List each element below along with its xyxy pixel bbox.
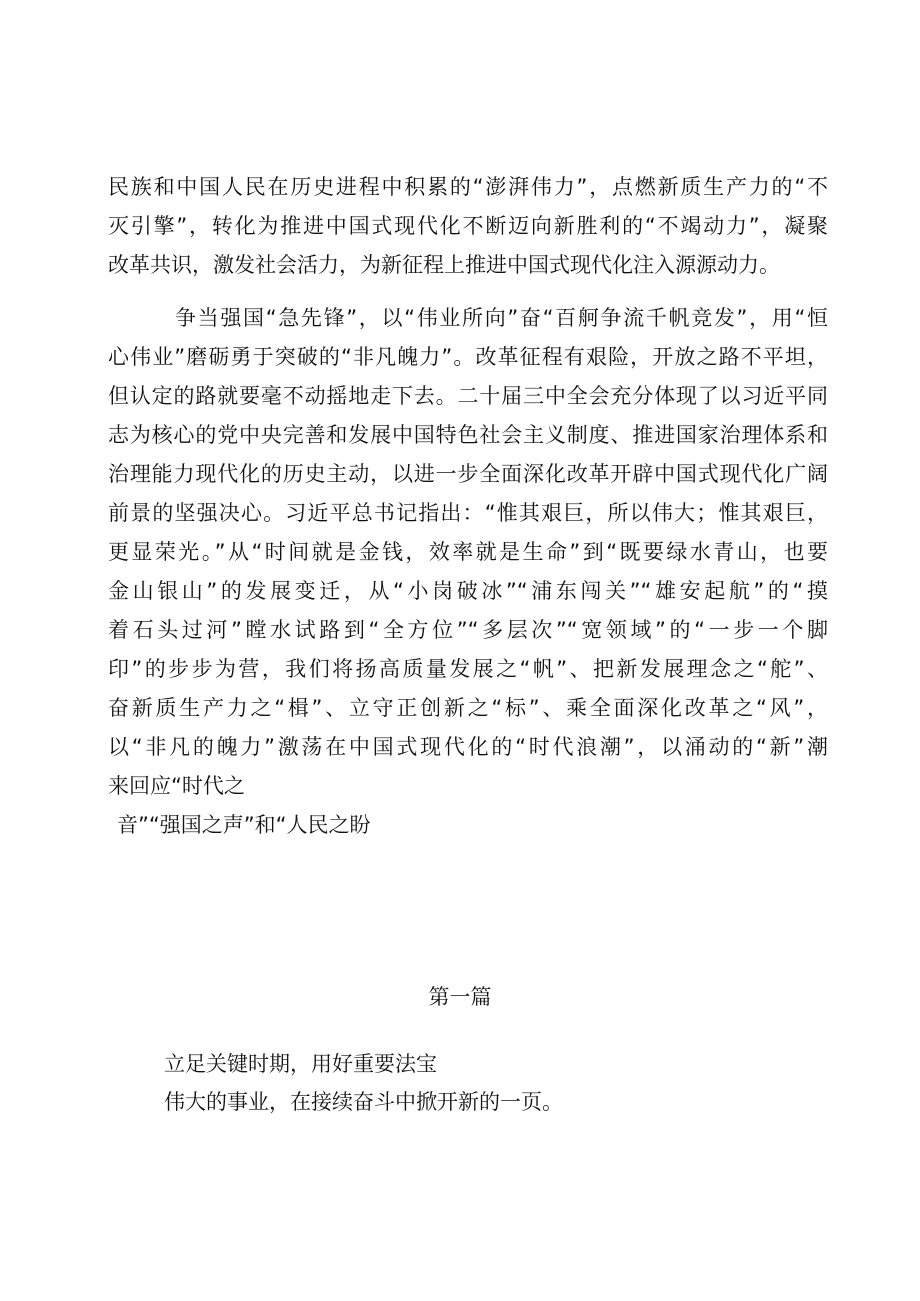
section-title: 立足关键时期，用好重要法宝 (164, 1052, 437, 1076)
body-line-3: 改革共识，激发社会活力，为新征程上推进中国式现代化注入源源动力。 (108, 253, 780, 277)
body-line-14: 奋新质生产力之“楫”、立守正创新之“标”、乘全面深化改革之“风”， (108, 696, 828, 720)
body-line-2: 灭引擎”，转化为推进中国式现代化不断迈向新胜利的“不竭动力”，凝聚 (108, 214, 828, 238)
body-line-16: 来回应“时代之 (108, 774, 245, 798)
body-line-11: 金山银山”的发展变迁，从“小岗破冰”“浦东闯关”“雄安起航”的“摸 (108, 579, 828, 603)
body-line-7: 志为核心的党中央完善和发展中国特色社会主义制度、推进国家治理体系和 (108, 423, 828, 447)
body-line-17: 音”“强国之声”和“人民之盼 (117, 813, 371, 837)
body-line-12: 着石头过河”瞠水试路到“全方位”“多层次”“宽领域”的“一步一个脚 (108, 618, 828, 642)
body-line-10: 更显荣光。”从“时间就是金钱，效率就是生命”到“既要绿水青山，也要 (108, 540, 828, 564)
body-line-6: 但认定的路就要毫不动摇地走下去。二十届三中全会充分体现了以习近平同 (108, 384, 828, 408)
body-line-13: 印”的步步为营，我们将扬高质量发展之“帆”、把新发展理念之“舵”、 (108, 657, 828, 681)
body-line-15: 以“非凡的魄力”激荡在中国式现代化的“时代浪潮”，以涌动的“新”潮 (108, 735, 828, 759)
body-line-1: 民族和中国人民在历史进程中积累的“澎湃伟力”，点燃新质生产力的“不 (108, 175, 828, 199)
section-intro: 伟大的事业，在接续奋斗中掀开新的一页。 (164, 1090, 563, 1114)
body-line-9: 前景的坚强决心。习近平总书记指出：“惟其艰巨，所以伟大；惟其艰巨， (108, 501, 828, 525)
body-line-4: 争当强国“急先锋”，以“伟业所向”奋“百舸争流千帆竞发”，用“恒 (175, 306, 828, 330)
body-line-8: 治理能力现代化的历史主动，以进一步全面深化改革开辟中国式现代化广阔 (108, 462, 828, 486)
body-line-5: 心伟业”磨砺勇于突破的“非凡魄力”。改革征程有艰险，开放之路不平坦， (108, 345, 828, 369)
section-heading: 第一篇 (428, 985, 492, 1009)
